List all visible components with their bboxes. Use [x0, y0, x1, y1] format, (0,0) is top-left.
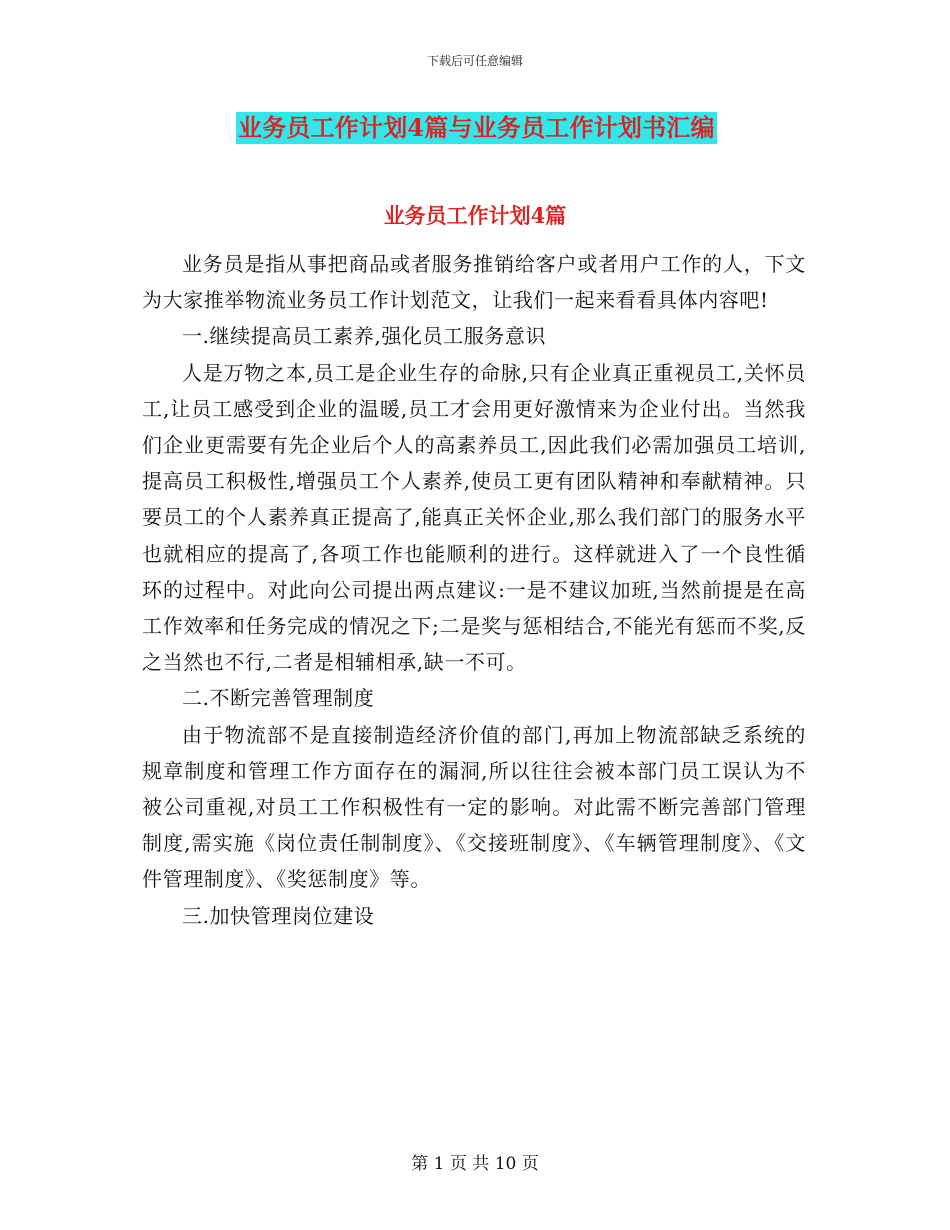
- heading-item-2: 二.不断完善管理制度: [182, 686, 375, 711]
- paragraph-intro: 业务员是指从事把商品或者服务推销给客户或者用户工作的人，下文为大家推举物流业务员工作计划范文，让我们一起来看看具体内容吧!: [142, 252, 806, 313]
- document-main-title: 业务员工作计划4篇与业务员工作计划书汇编: [238, 113, 715, 142]
- section-title: 业务员工作计划4篇: [383, 203, 567, 228]
- page-number-footer: 第 1 页 共 10 页: [411, 1154, 539, 1174]
- heading-item-1: 一.继续提高员工素养,强化员工服务意识: [182, 324, 547, 349]
- paragraph-item-2-body: 由于物流部不是直接制造经济价值的部门,再加上物流部缺乏系统的规章制度和管理工作方面存在的漏洞,所以往往会被本部门员工误认为不被公司重视,对员工工作积极性有一定的影响。对此需不断完善部门管理制度,需实施《岗位责任制制度》、《交接班制度》、《车辆管理制度》、《文件管理制度》、《奖惩制度》等。: [142, 722, 806, 892]
- paragraph-item-1-body: 人是万物之本,员工是企业生存的命脉,只有企业真正重视员工,关怀员工,让员工感受到企业的温暖,员工才会用更好激情来为企业付出。当然我们企业更需要有先企业后个人的高素养员工,因此我们必需加强员工培训,提高员工积极性,增强员工个人素养,使员工更有团队精神和奉献精神。只要员工的个人素养真正提高了,能真正关怀企业,那么我们部门的服务水平也就相应的提高了,各项工作也能顺利的进行。这样就进入了一个良性循环的过程中。对此向公司提出两点建议:一是不建议加班,当然前提是在高工作效率和任务完成的情况之下;二是奖与惩相结合,不能光有惩而不奖,反之当然也不行,二者是相辅相承,缺一不可。: [142, 360, 806, 675]
- document-body: [142, 246, 806, 934]
- heading-item-3: 三.加快管理岗位建设: [182, 903, 375, 928]
- page-header-note: 下载后可任意编辑: [426, 54, 523, 68]
